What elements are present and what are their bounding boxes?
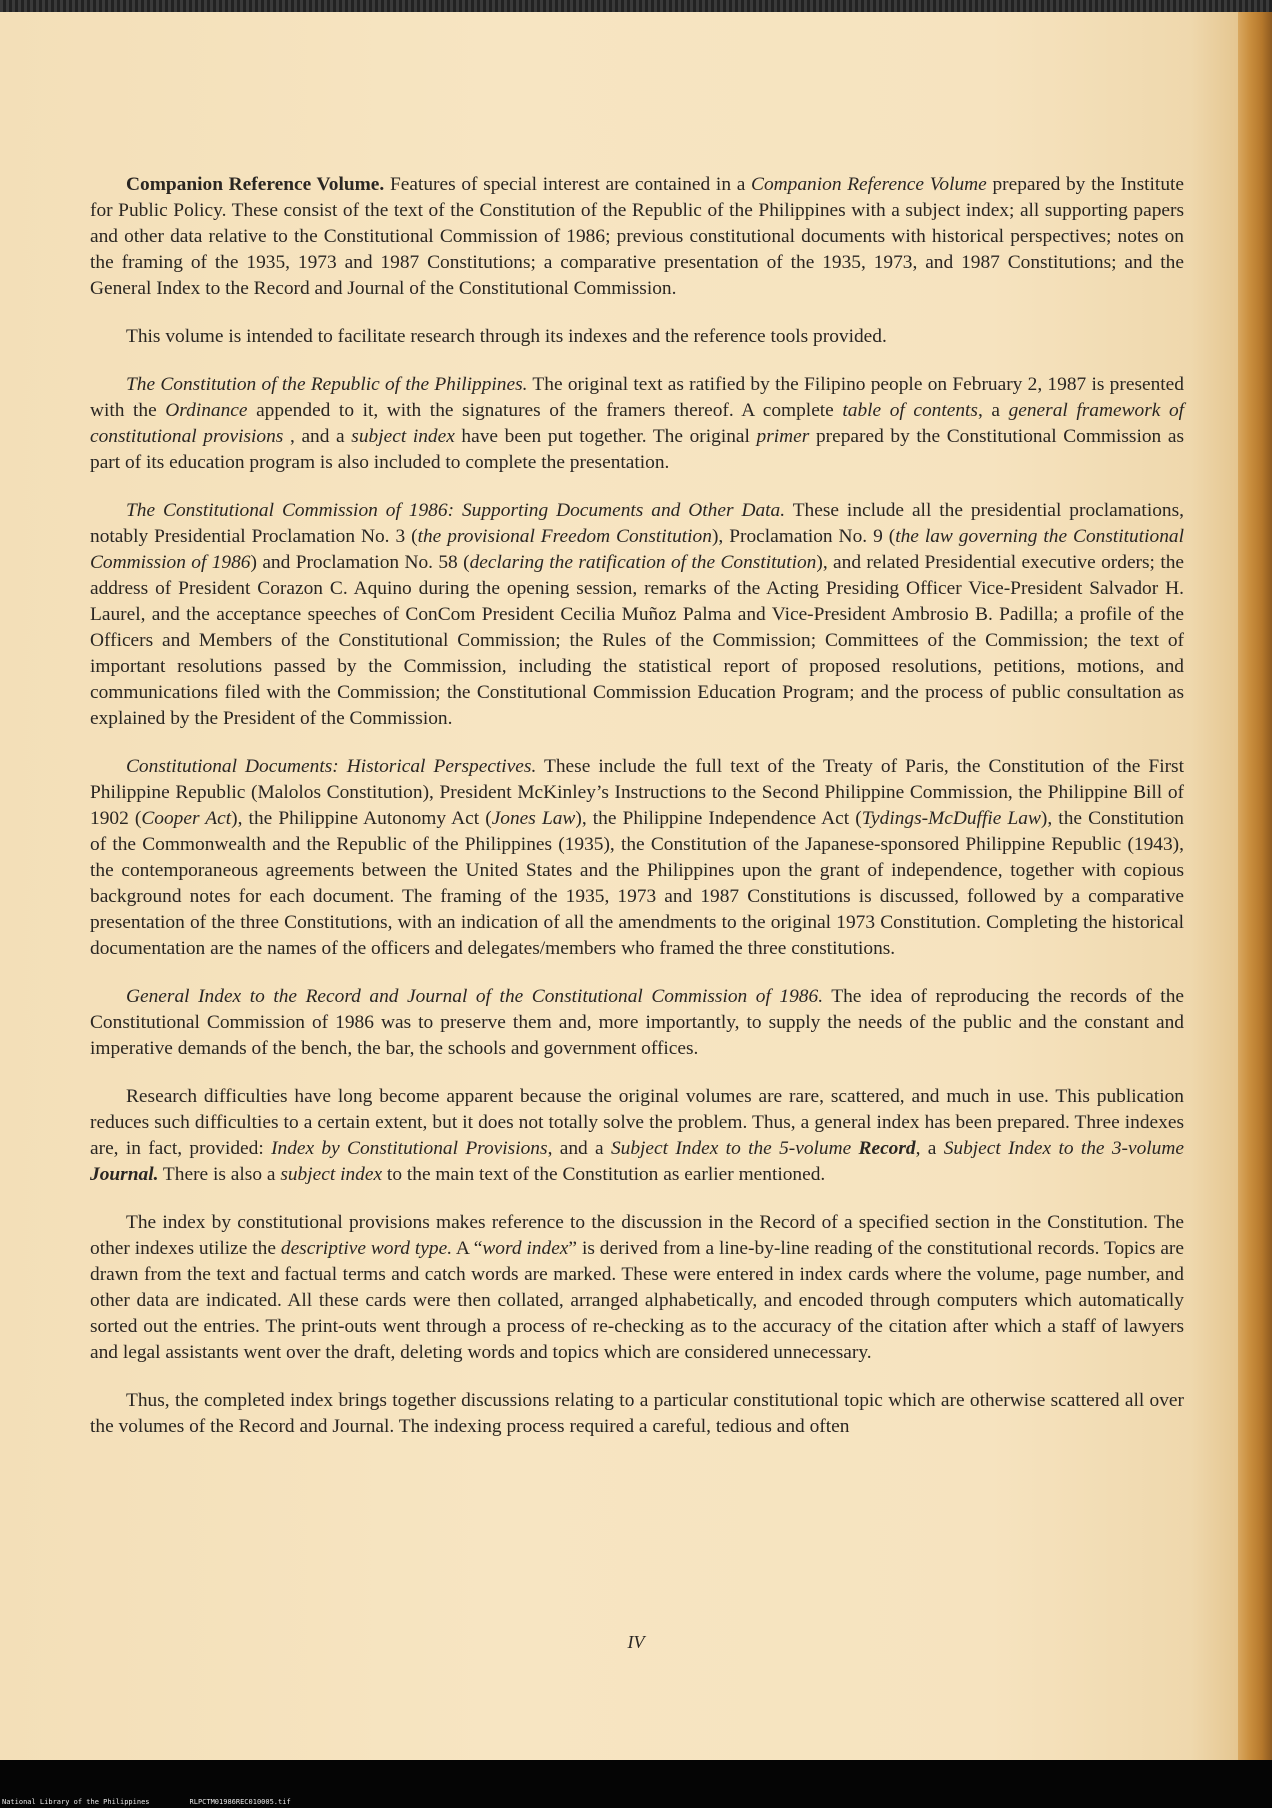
text-run: table of contents <box>842 400 978 421</box>
text-run: The Constitution of the Republic of the Philippines. <box>126 374 528 395</box>
text-run: Record <box>858 1138 916 1159</box>
text-run: the law governing the Constitutional Commission of 1986 <box>90 526 1185 573</box>
text-run: ), the Constitution of the Commonwealth and the Republic of the Philippines (1935), the Constitution of the Japanese-sponsored Philippine Republic (1943), the contemporaneous agreements between the United States and the Philippines upon the grant of independence, together with copious background notes for each document. The framing of the 1935, 1973 and 1987 Constitutions is discussed, followed by a comparative presentation of the three Constitutions, with an indication of all the amendments to the original 1973 Constitution. Completing the historical documentation are the names of the officers and delegates/members who framed the three constitutions. <box>90 808 1185 959</box>
text-run: The idea of reproducing the records of the Constitutional Commission of 1986 was to preserve them and, more importantly, to supply the needs of the public and the constant and imperative demands of the bench, the bar, the schools and government offices. <box>90 986 1184 1059</box>
text-run: general framework of constitutional provisions <box>90 400 1185 447</box>
text-run: Tydings-McDuffie Law <box>861 808 1041 829</box>
scan-top-edge <box>0 0 1272 12</box>
text-run: These include the full text of the Treaty of Paris, the Constitution of the First Philippine Republic (Malolos Constitution), President McKinley’s Instructions to the Second Philippine Commission, the Philippine Bill of 1902 ( <box>90 756 1184 829</box>
footer-filename: RLPCTM01986REC010005.tif <box>189 1798 291 1806</box>
text-run: subject index <box>351 426 455 447</box>
text-run: prepared by the Institute for Public Policy. These consist of the text of the Constitution of the Republic of the Philippines with a subject index; all supporting papers and other data relative to the Constitutional Commission of 1986; previous constitutional documents with historical perspectives; notes on the framing of the 1935, 1973 and 1987 Constitutions; a comparative presentation of the 1935, 1973, and 1987 Constitutions; and the General Index to the Record and Journal of the Constitutional Commission. <box>90 174 1185 299</box>
text-run: The Constitutional Commission of 1986: Supporting Documents and Other Data. <box>126 500 786 521</box>
text-run: appended to it, with the signatures of the framers thereof. A complete <box>247 400 843 421</box>
scan-footer <box>2 1798 331 1806</box>
text-run: Research difficulties have long become apparent because the original volumes are rare, scattered, and much in use. This publication reduces such difficulties to a certain extent, but it does not totally solve the problem. Thus, a general index has been prepared. Three indexes are, in fact, provided: <box>90 1086 1184 1159</box>
footer-library: National Library of the Philippines <box>2 1798 150 1806</box>
text-run: Companion Reference Volume <box>751 174 987 195</box>
text-run: , and a <box>283 426 352 447</box>
paragraph <box>90 1388 1184 1440</box>
paragraph <box>90 754 1184 962</box>
text-run: , a <box>977 400 1009 421</box>
paragraph <box>90 984 1184 1062</box>
paragraph <box>90 372 1184 476</box>
text-run: the provisional Freedom Constitution <box>417 526 712 547</box>
text-run: These include all the presidential proclamations, notably Presidential Proclamation No. 3 ( <box>90 500 1184 547</box>
text-run: , and a <box>547 1138 611 1159</box>
text-run: There is also a <box>158 1164 281 1185</box>
text-run: The original text as ratified by the Filipino people on February 2, 1987 is presented with the <box>90 374 1184 421</box>
text-run: This volume is intended to facilitate research through its indexes and the reference tools provided. <box>126 326 887 347</box>
text-run: descriptive word type. <box>280 1238 453 1259</box>
paragraph <box>90 172 1184 302</box>
paragraph <box>90 1210 1184 1366</box>
text-run: The index by constitutional provisions makes reference to the discussion in the Record of a specified section in the Constitution. The other indexes utilize the <box>90 1212 1184 1259</box>
text-run: Journal. <box>90 1164 159 1185</box>
text-run <box>851 1138 858 1159</box>
text-run: Subject Index to the 5-volume <box>610 1138 852 1159</box>
paragraph <box>90 1084 1184 1188</box>
text-run: Ordinance <box>165 400 248 421</box>
text-run: , a <box>915 1138 944 1159</box>
text-run: have been put together. The original <box>454 426 757 447</box>
text-run: Index by Constitutional Provisions <box>271 1138 548 1159</box>
paragraph <box>90 324 1184 350</box>
page-body-text <box>90 172 1184 1462</box>
text-run: Jones Law <box>491 808 576 829</box>
text-run: declaring the ratification of the Constitution <box>469 552 817 573</box>
text-run: Cooper Act <box>141 808 232 829</box>
text-run: ), the Philippine Independence Act ( <box>575 808 862 829</box>
text-run: Subject Index to the 3-volume <box>943 1138 1184 1159</box>
text-run: ) and Proclamation No. 58 ( <box>250 552 470 573</box>
book-spine-edge <box>1238 12 1272 1760</box>
text-run: Features of special interest are contained in a <box>384 174 752 195</box>
paragraph <box>90 498 1184 732</box>
text-run: ), and related Presidential executive orders; the address of President Corazon C. Aquino during the opening session, remarks of the Acting Presiding Officer Vice-President Salvador H. Laurel, and the acceptance speeches of ConCom President Cecilia Muñoz Palma and Vice-President Ambrosio B. Padilla; a profile of the Officers and Members of the Constitutional Commission; the Rules of the Commission; Committees of the Commission; the text of important resolutions passed by the Commission, including the statistical report of proposed resolutions, petitions, motions, and communications filed with the Commission; the Constitutional Commission Education Program; and the process of public consultation as explained by the President of the Commission. <box>90 552 1185 729</box>
text-run: ” is derived from a line-by-line reading of the constitutional records. Topics are drawn from the text and factual terms and catch words are marked. These were entered in index cards where the volume, page number, and other data are indicated. All these cards were then collated, arranged alphabetically, and encoded through computers which automatically sorted out the entries. The print-outs went through a process of re-checking as to the accuracy of the citation after which a staff of lawyers and legal assistants went over the draft, deleting words and topics which are considered unnecessary. <box>90 1238 1184 1363</box>
text-run: Constitutional Documents: Historical Perspectives. <box>126 756 537 777</box>
scan-bottom-edge <box>0 1760 1272 1808</box>
text-run: ), Proclamation No. 9 ( <box>711 526 896 547</box>
text-run: A “ <box>452 1238 483 1259</box>
text-run: word index <box>482 1238 569 1259</box>
page-number: IV <box>627 1632 645 1652</box>
text-run: ), the Philippine Autonomy Act ( <box>231 808 492 829</box>
text-run: primer <box>756 426 810 447</box>
text-run: Companion Reference Volume. <box>126 174 385 195</box>
text-run: subject index <box>280 1164 383 1185</box>
text-run: Thus, the completed index brings together discussions relating to a particular constitutional topic which are otherwise scattered all over the volumes of the Record and Journal. The indexing process required a careful, tedious and often <box>90 1390 1184 1437</box>
text-run: to the main text of the Constitution as earlier mentioned. <box>382 1164 826 1185</box>
text-run: prepared by the Constitutional Commission as part of its education program is also included to complete the presentation. <box>90 426 1185 473</box>
text-run: General Index to the Record and Journal of the Constitutional Commission of 1986. <box>126 986 824 1007</box>
